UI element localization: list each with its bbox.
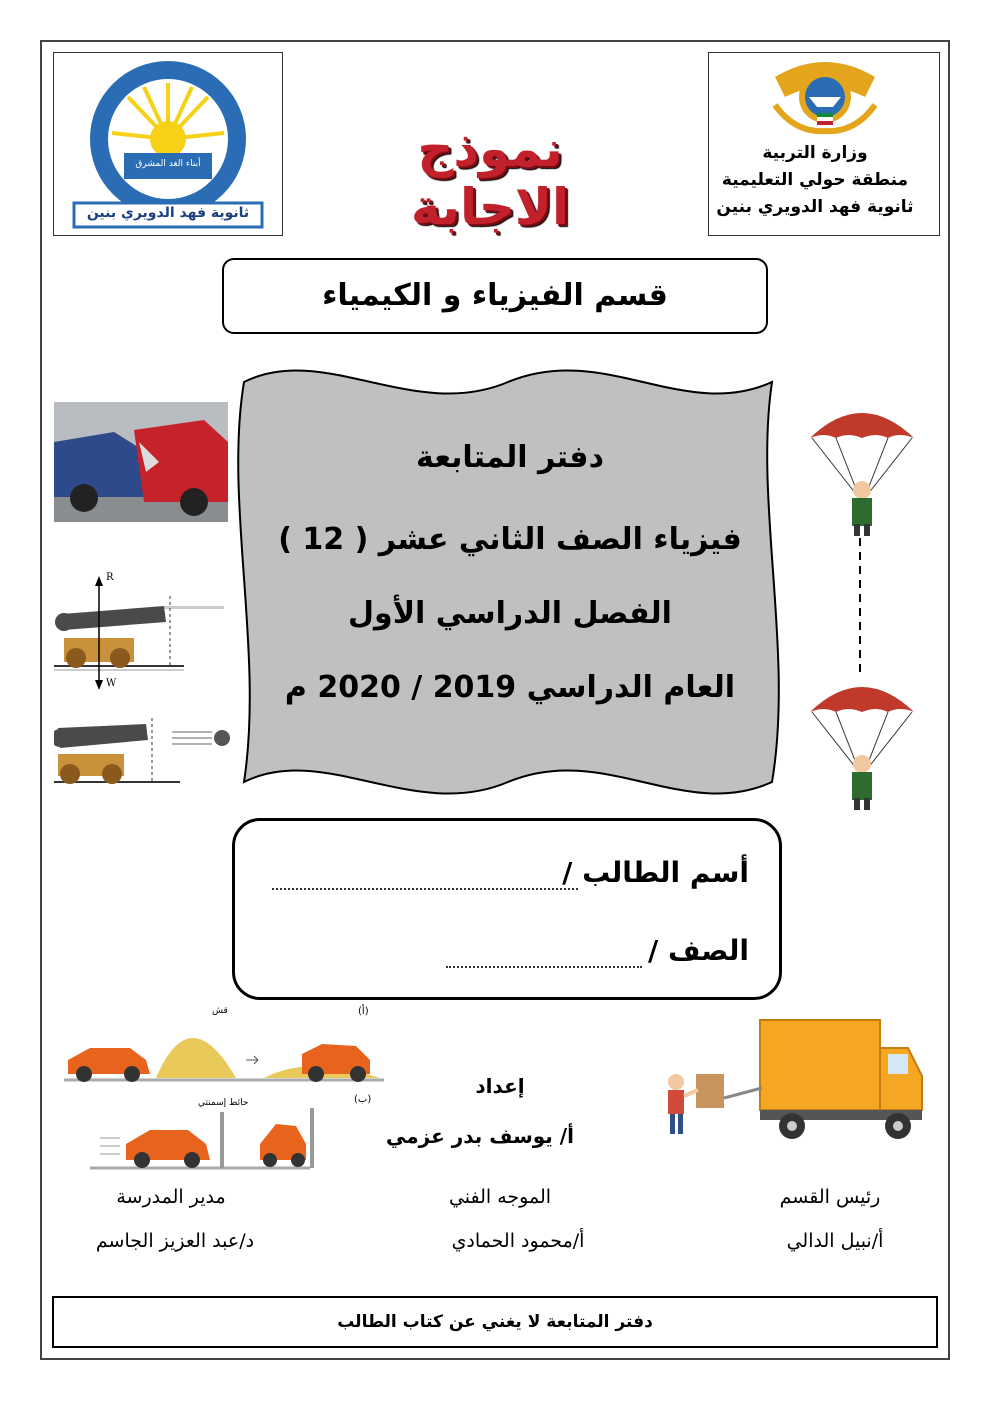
student-info-box [232, 818, 782, 1000]
department-title: قسم الفيزياء و الكيمياء [222, 258, 768, 334]
footer-note: دفتر المتابعة لا يغني عن كتاب الطالب [52, 1296, 938, 1348]
car-crash-image [54, 402, 228, 522]
scroll-line-2: فيزياء الصف الثاني عشر ( 12 ) [278, 522, 742, 557]
signature-title-3: مدير المدرسة [116, 1186, 226, 1208]
school-logo [53, 52, 283, 236]
cannon-firing-diagram [54, 714, 230, 790]
signature-name-1: أ/نبيل الدالي [786, 1230, 884, 1252]
truck-push-image [662, 1018, 926, 1142]
school-logo-text: ثانوية فهد الدويري بنين [86, 205, 250, 221]
parachute-top-icon [806, 398, 918, 538]
cannon-forces-diagram [54, 566, 228, 690]
ministry-text [700, 140, 930, 221]
scroll-banner [234, 352, 782, 812]
signature-name-3: د/عبد العزيز الجاسم [95, 1230, 255, 1252]
parachute-bottom-icon [806, 672, 918, 812]
scroll-line-1: دفتر المتابعة [416, 440, 604, 475]
hay-label-a: (أ) [358, 1006, 369, 1017]
class-label: الصف / [647, 934, 749, 967]
student-name-label: أسم الطالب / [562, 856, 749, 889]
signature-title-2: الموجه الفني [448, 1186, 552, 1208]
class-field[interactable] [446, 966, 642, 968]
hay-label-b: (ب) [354, 1094, 372, 1105]
force-w-label: W [106, 678, 117, 689]
prepared-name: أ/ يوسف بدر عزمي [386, 1124, 574, 1148]
prepared-label: إعداد [475, 1074, 525, 1098]
signature-title-1: رئيس القسم [779, 1186, 881, 1208]
crash-comparison-diagram [60, 1004, 388, 1176]
ministry-line-2: منطقة حولي التعليمية [721, 170, 909, 190]
force-r-label: R [106, 572, 114, 583]
ministry-line-1: وزارة التربية [762, 143, 868, 163]
logo-motto: أبناء الغد المشرق [135, 159, 201, 169]
ministry-line-3: ثانوية فهد الدويري بنين [716, 197, 914, 217]
hay-caption: قش [212, 1006, 228, 1016]
student-name-field[interactable] [272, 888, 578, 890]
answer-model-title: نموذج الاجابة [410, 120, 570, 236]
dashed-path-line [856, 538, 864, 678]
signature-name-2: أ/محمود الحمادي [451, 1230, 585, 1252]
wall-caption: حائط إسمنتي [198, 1098, 249, 1108]
scroll-line-3: الفصل الدراسي الأول [348, 596, 672, 631]
kuwait-emblem-icon [765, 57, 885, 137]
scroll-line-4: العام الدراسي 2019 / 2020 م [284, 670, 736, 705]
